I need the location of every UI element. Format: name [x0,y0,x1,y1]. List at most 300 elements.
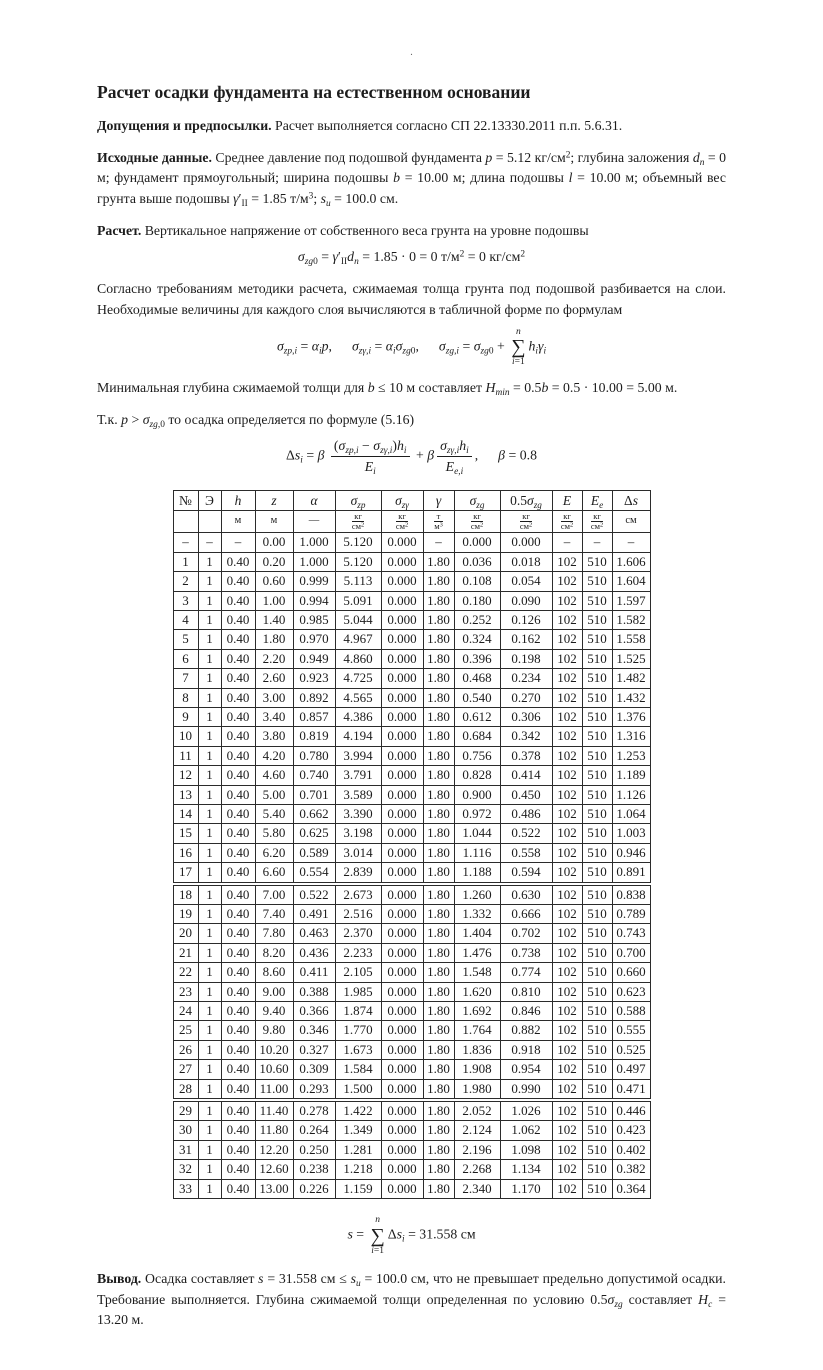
table-cell: 102 [552,1021,582,1040]
table-cell: 1 [198,1040,221,1059]
table-cell: 1.673 [335,1040,381,1059]
assumptions-text: Расчет выполняется согласно СП 22.13330.2011 п.п. 5.6.31. [271,118,623,133]
calc-table-segment-1 [173,490,651,883]
table-cell: 5.80 [255,824,293,843]
table-cell: 0.990 [500,1079,552,1098]
table-cell: 0.162 [500,630,552,649]
table-cell: 1.874 [335,1002,381,1021]
assumptions-lead: Допущения и предпосылки. [97,118,272,133]
table-cell: 5.120 [335,533,381,552]
table-row [173,863,650,882]
table-cell: 4.386 [335,707,381,726]
table-cell: 1.332 [454,905,500,924]
table-cell: 0.000 [381,1179,423,1198]
table-row [173,572,650,591]
table-cell: 102 [552,766,582,785]
table-cell: 1.126 [612,785,650,804]
table-cell: 0.036 [454,552,500,571]
table-cell: – [582,533,612,552]
table-cell: 8 [173,688,198,707]
table-cell: 0.471 [612,1079,650,1098]
calc-text: Вертикальное напряжение от собственного веса грунта на уровне подошвы [141,222,589,238]
table-cell: 1.80 [423,572,454,591]
table-cell: 1 [198,824,221,843]
table-cell: 510 [582,707,612,726]
table-cell: 1 [198,1002,221,1021]
table-cell: 0.000 [381,924,423,943]
table-cell: 0.40 [221,591,255,610]
table-cell: 10.60 [255,1060,293,1079]
table-cell: 0.857 [293,707,335,726]
table-cell: 0.226 [293,1179,335,1198]
table-cell: 1.281 [335,1140,381,1159]
table-cell: 0.946 [612,843,650,862]
table-cell: 510 [582,1040,612,1059]
table-cell: 1.80 [423,963,454,982]
table-cell: 0.985 [293,610,335,629]
table-cell: 102 [552,1002,582,1021]
table-cell: 3.390 [335,804,381,823]
table-cell: 0.660 [612,963,650,982]
formula-delta-s: $\Delta s_i = \beta$ $\frac{(\sigma_{zp,i} - \sigma_{z\gamma,i})h_i}{E_i}$ + β $\frac{\sigma_{z\gamma,i}h_i}{E_{e,i}}$ , β = 0.8 [286,437,537,477]
table-cell: 0.525 [612,1040,650,1059]
table-cell: 3.80 [255,727,293,746]
table-cell: 1.349 [335,1121,381,1140]
table-row [173,552,650,571]
initial-data-lead: Исходные данные. [97,149,212,165]
table-cell: 102 [552,924,582,943]
table-row [173,1021,650,1040]
table-cell: 510 [582,785,612,804]
table-cell: 1.604 [612,572,650,591]
table-cell: 102 [552,843,582,862]
table-cell: 0.108 [454,572,500,591]
table-cell: 4.967 [335,630,381,649]
table-cell: 102 [552,572,582,591]
table-cell: 0.436 [293,943,335,962]
column-header: $0.5\sigma_{zg}$ [500,490,552,510]
table-cell: 1.80 [423,982,454,1001]
table-cell: 1.80 [423,649,454,668]
table-cell: 4.60 [255,766,293,785]
table-cell: 1 [198,863,221,882]
table-cell: 0.522 [500,824,552,843]
table-cell: 1.116 [454,843,500,862]
table-cell: 0.40 [221,1140,255,1159]
table-cell: 11.00 [255,1079,293,1098]
table-cell: 1 [198,963,221,982]
table-cell: 0.252 [454,610,500,629]
table-cell: – [423,533,454,552]
table-row [173,630,650,649]
table-cell: 16 [173,843,198,862]
table-cell: 510 [582,688,612,707]
table-row [173,804,650,823]
table-cell: 11 [173,746,198,765]
column-header: $E_e$ [582,490,612,510]
table-cell: 510 [582,572,612,591]
table-cell: 0.000 [381,610,423,629]
table-cell: 0.402 [612,1140,650,1159]
table-cell: 1.692 [454,1002,500,1021]
table-cell: 7.40 [255,905,293,924]
column-unit: $\frac{кг}{см^2}$ [454,510,500,533]
page-title: Расчет осадки фундамента на естественном основании [97,82,531,102]
table-cell: 1.000 [293,552,335,571]
table-cell: 1.189 [612,766,650,785]
table-cell: 1.482 [612,669,650,688]
table-cell: 19 [173,905,198,924]
table-cell: 0.000 [381,766,423,785]
table-cell: 102 [552,591,582,610]
table-cell: 0.999 [293,572,335,591]
table-row [173,1140,650,1159]
table-cell: 4.194 [335,727,381,746]
table-cell: 1.80 [423,1160,454,1179]
table-cell: 1 [198,1102,221,1121]
table-cell: 1.80 [255,630,293,649]
table-cell: 102 [552,963,582,982]
table-cell: 0.234 [500,669,552,688]
table-cell: 2.673 [335,885,381,904]
table-cell: 1.188 [454,863,500,882]
column-header: γ [423,490,454,510]
table-cell: 1 [198,591,221,610]
table-cell: 0.000 [381,727,423,746]
table-cell: 0.000 [381,963,423,982]
table-row [173,885,650,904]
table-cell: 510 [582,1179,612,1198]
table-cell: 4.725 [335,669,381,688]
table-cell: 5.044 [335,610,381,629]
table-cell: 1.044 [454,824,500,843]
table-row [173,1179,650,1198]
table-row [173,746,650,765]
table-cell: 6.20 [255,843,293,862]
table-cell: 1.548 [454,963,500,982]
table-cell: 5.00 [255,785,293,804]
table-cell: 0.588 [612,1002,650,1021]
table-cell: 9.00 [255,982,293,1001]
table-cell: 1.80 [423,1079,454,1098]
table-row [173,707,650,726]
table-cell: 1.80 [423,1102,454,1121]
table-cell: 0.270 [500,688,552,707]
table-cell: 102 [552,746,582,765]
table-cell: 510 [582,727,612,746]
table-cell: 0.000 [381,1079,423,1098]
column-header: $\sigma_{zp}$ [335,490,381,510]
table-cell: 1.40 [255,610,293,629]
table-cell: 0.450 [500,785,552,804]
table-cell: 1.980 [454,1079,500,1098]
table-row [173,1102,650,1121]
table-cell: 30 [173,1121,198,1140]
table-cell: 0.000 [381,552,423,571]
table-cell: 1.80 [423,885,454,904]
table-row [173,943,650,962]
table-cell: 20 [173,924,198,943]
table-cell: 0.40 [221,943,255,962]
table-cell: 1.098 [500,1140,552,1159]
table-cell: 0.40 [221,1121,255,1140]
table-cell: 1.80 [423,1002,454,1021]
table-cell: 0.40 [221,552,255,571]
column-header: $\sigma_{zg}$ [454,490,500,510]
table-row [173,649,650,668]
table-cell: 0.396 [454,649,500,668]
column-header: $\sigma_{z\gamma}$ [381,490,423,510]
table-cell: 1.80 [423,843,454,862]
table-cell: 0.838 [612,885,650,904]
table-cell: 510 [582,885,612,904]
table-cell: 1.80 [423,905,454,924]
table-cell: 102 [552,1060,582,1079]
table-cell: 0.000 [381,746,423,765]
table-cell: 510 [582,943,612,962]
table-cell: 1.376 [612,707,650,726]
table-cell: 102 [552,804,582,823]
table-cell: 12.20 [255,1140,293,1159]
table-cell: 510 [582,591,612,610]
calc-table-segment-3 [173,1101,651,1199]
table-cell: 0.810 [500,982,552,1001]
table-cell: 0.40 [221,885,255,904]
table-cell: 0.40 [221,766,255,785]
table-cell: 0.558 [500,843,552,862]
table-cell: 0.40 [221,905,255,924]
formula-layer-values: $\sigma_{zp,i} = \alpha_ip$, $\sigma_{z\gamma,i} = \alpha_i\sigma_{zg0}$, $\sigma_{zg,i} = \sigma_{zg0}$ + n ∑ i=1 $h_i\gamma_i$ [276,326,547,367]
table-cell: 22 [173,963,198,982]
table-cell: 0.000 [381,688,423,707]
table-cell: 1.582 [612,610,650,629]
table-cell: 2.196 [454,1140,500,1159]
table-cell: 510 [582,1079,612,1098]
table-cell: 0.40 [221,863,255,882]
table-cell: 0.612 [454,707,500,726]
table-cell: 0.388 [293,982,335,1001]
table-row [173,824,650,843]
table-cell: 1.985 [335,982,381,1001]
table-cell: 10.20 [255,1040,293,1059]
table-cell: 21 [173,943,198,962]
table-cell: 1.80 [423,1179,454,1198]
table-cell: 0.40 [221,1021,255,1040]
table-cell: 0.972 [454,804,500,823]
table-cell: 0.780 [293,746,335,765]
table-cell: 8.20 [255,943,293,962]
table-cell: 1.80 [423,804,454,823]
table-cell: 0.684 [454,727,500,746]
column-unit: см [612,510,650,533]
table-cell: 0.589 [293,843,335,862]
table-cell: 510 [582,982,612,1001]
table-cell: 27 [173,1060,198,1079]
table-cell: 1.80 [423,630,454,649]
table-cell: 4.860 [335,649,381,668]
table-cell: 1 [198,688,221,707]
table-cell: 0.491 [293,905,335,924]
table-row [173,533,650,552]
table-cell: 4 [173,610,198,629]
table-cell: 1.064 [612,804,650,823]
table-cell: 0.554 [293,863,335,882]
table-cell: 0.250 [293,1140,335,1159]
table-cell: 8.60 [255,963,293,982]
table-row [173,905,650,924]
table-cell: 5.120 [335,552,381,571]
calc-table-head [173,490,650,533]
table-cell: 1.80 [423,688,454,707]
table-cell: 0.327 [293,1040,335,1059]
table-cell: 2.839 [335,863,381,882]
table-cell: 0.000 [381,649,423,668]
table-cell: 1 [198,552,221,571]
table-cell: 0.738 [500,943,552,962]
table-cell: 1 [198,572,221,591]
table-cell: 1.159 [335,1179,381,1198]
table-cell: 102 [552,1160,582,1179]
table-cell: 0.40 [221,572,255,591]
table-cell: 0.000 [381,824,423,843]
table-cell: 0.306 [500,707,552,726]
table-cell: 0.000 [381,943,423,962]
table-cell: 5.40 [255,804,293,823]
table-cell: 1.80 [423,924,454,943]
table-cell: 0.126 [500,610,552,629]
table-cell: 0.40 [221,1179,255,1198]
table-cell: 3.589 [335,785,381,804]
page-top-mark: . [410,47,413,58]
table-cell: 1 [198,649,221,668]
table-cell: 2.105 [335,963,381,982]
table-cell: 0.000 [381,630,423,649]
table-header-row [173,490,650,510]
table-cell: 102 [552,1121,582,1140]
table-cell: 5.091 [335,591,381,610]
calc-table-body-1 [173,533,650,882]
table-cell: 3.00 [255,688,293,707]
table-cell: 2.20 [255,649,293,668]
table-cell: 1.026 [500,1102,552,1121]
table-cell: 102 [552,1079,582,1098]
table-cell: 0.923 [293,669,335,688]
table-row [173,591,650,610]
table-cell: 102 [552,669,582,688]
table-cell: 1 [198,1179,221,1198]
column-header: № [173,490,198,510]
table-cell: 1 [198,1079,221,1098]
table-cell: 2 [173,572,198,591]
column-header: E [552,490,582,510]
table-cell: 0.000 [381,533,423,552]
table-cell: 2.233 [335,943,381,962]
table-cell: 0.342 [500,727,552,746]
table-cell: 0.000 [500,533,552,552]
table-cell: 102 [552,1040,582,1059]
table-row [173,924,650,943]
table-cell: 7.00 [255,885,293,904]
table-cell: 0.000 [381,1040,423,1059]
table-cell: 0.378 [500,746,552,765]
column-unit: м [221,510,255,533]
table-cell: 510 [582,1060,612,1079]
table-cell: 102 [552,727,582,746]
table-cell: 26 [173,1040,198,1059]
table-cell: 2.340 [454,1179,500,1198]
table-cell: 3 [173,591,198,610]
table-cell: 0.40 [221,649,255,668]
table-cell: 1.404 [454,924,500,943]
table-cell: 3.791 [335,766,381,785]
table-cell: 1.80 [423,1060,454,1079]
table-row [173,982,650,1001]
table-row [173,766,650,785]
table-cell: 0.522 [293,885,335,904]
table-cell: 12.60 [255,1160,293,1179]
table-cell: 13 [173,785,198,804]
table-cell: 0.000 [381,707,423,726]
table-cell: 510 [582,1021,612,1040]
table-cell: 510 [582,824,612,843]
table-cell: 0.000 [381,982,423,1001]
table-cell: 1.80 [423,746,454,765]
table-cell: 3.014 [335,843,381,862]
paragraph-method: Согласно требованиям методики расчета, сжимаемая толща грунта под подошвой разбивается на слои. Необходимые величины для каждого слоя вычисляются в табличной форме по формулам [97,281,726,317]
table-row [173,843,650,862]
table-cell: 0.382 [612,1160,650,1179]
table-cell: 0.000 [381,1121,423,1140]
table-cell: 0.623 [612,982,650,1001]
table-cell: 1.80 [423,1140,454,1159]
column-unit: $\frac{т}{м^3}$ [423,510,454,533]
table-cell: 9.40 [255,1002,293,1021]
table-cell: 0.446 [612,1102,650,1121]
table-cell: 1 [198,630,221,649]
table-cell: 510 [582,843,612,862]
table-cell: 28 [173,1079,198,1098]
table-cell: 0.540 [454,688,500,707]
table-cell: 1 [198,885,221,904]
table-cell: 510 [582,1102,612,1121]
table-cell: 510 [582,746,612,765]
table-cell: 1 [198,1140,221,1159]
table-cell: 0.40 [221,982,255,1001]
table-cell: 1.062 [500,1121,552,1140]
table-cell: 510 [582,1002,612,1021]
table-cell: 6 [173,649,198,668]
table-cell: 102 [552,688,582,707]
table-cell: 1.836 [454,1040,500,1059]
table-cell: 2.268 [454,1160,500,1179]
table-cell: 0.000 [381,1140,423,1159]
table-cell: 1 [198,1160,221,1179]
table-cell: – [221,533,255,552]
table-cell: 0.666 [500,905,552,924]
table-cell: 0.702 [500,924,552,943]
table-cell: 1.80 [423,1040,454,1059]
table-cell: 0.486 [500,804,552,823]
table-cell: 0.40 [221,727,255,746]
table-cell: 0.054 [500,572,552,591]
table-cell: 0.293 [293,1079,335,1098]
table-cell: 102 [552,630,582,649]
table-row [173,688,650,707]
table-cell: 102 [552,1140,582,1159]
table-cell: 0.743 [612,924,650,943]
table-cell: 1 [198,943,221,962]
table-cell: 510 [582,1140,612,1159]
